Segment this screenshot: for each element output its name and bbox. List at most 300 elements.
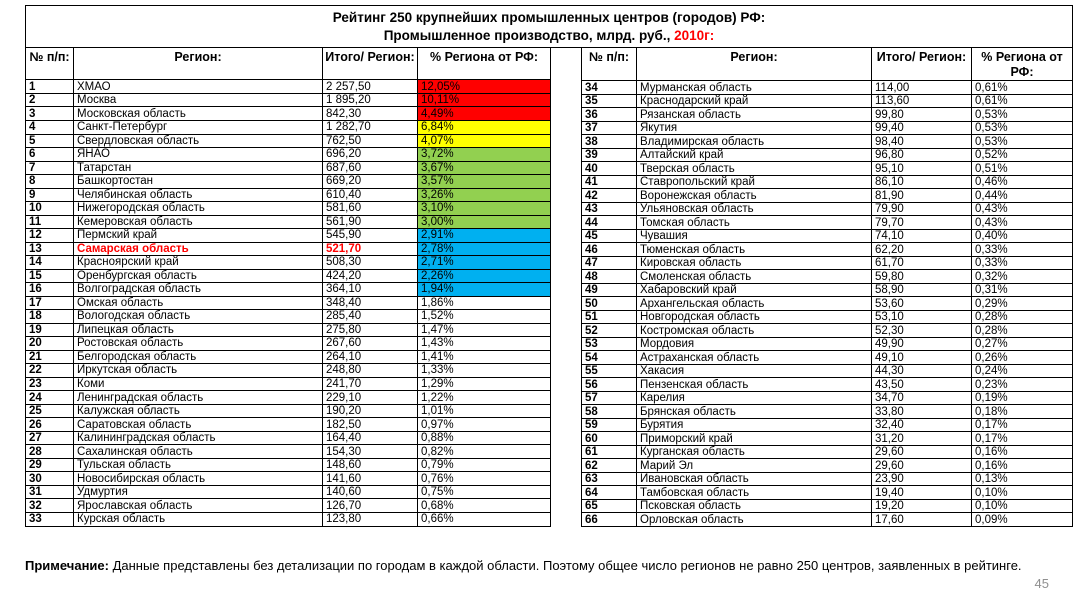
table-title-line1: Рейтинг 250 крупнейших промышленных центров (городов) РФ: — [332, 10, 766, 25]
pct-cell: 0,19% — [972, 391, 1073, 405]
num-cell: 35 — [582, 94, 637, 108]
pct-cell: 0,17% — [972, 418, 1073, 432]
table-title-line2-prefix: Промышленное производство, млрд. руб., — [383, 28, 675, 44]
total-cell: 17,60 — [872, 513, 972, 527]
total-cell: 98,40 — [872, 135, 972, 149]
table-row — [582, 256, 1073, 270]
pct-cell: 2,26% — [418, 269, 551, 283]
pct-cell: 1,22% — [418, 391, 551, 405]
num-cell: 34 — [582, 81, 637, 95]
total-cell: 43,50 — [872, 378, 972, 392]
pct-cell: 0,31% — [972, 283, 1073, 297]
table-row — [582, 216, 1073, 230]
table-row — [26, 148, 551, 162]
num-cell: 54 — [582, 351, 637, 365]
num-cell: 46 — [582, 243, 637, 257]
table-row — [582, 337, 1073, 351]
total-cell: 164,40 — [323, 431, 418, 445]
total-cell: 52,30 — [872, 324, 972, 338]
table-row — [582, 351, 1073, 365]
pct-cell: 0,10% — [972, 486, 1073, 500]
num-cell: 40 — [582, 162, 637, 176]
pct-cell: 3,67% — [418, 161, 551, 175]
total-cell: 58,90 — [872, 283, 972, 297]
total-cell: 508,30 — [323, 256, 418, 270]
table-row — [26, 107, 551, 121]
total-cell: 34,70 — [872, 391, 972, 405]
total-cell: 762,50 — [323, 134, 418, 148]
num-cell: 37 — [582, 121, 637, 135]
pct-cell: 0,16% — [972, 459, 1073, 473]
table-row — [582, 378, 1073, 392]
num-cell: 2 — [26, 93, 74, 107]
pct-cell: 0,75% — [418, 485, 551, 499]
footnote — [25, 558, 1065, 575]
pct-cell: 2,78% — [418, 242, 551, 256]
pct-cell: 1,47% — [418, 323, 551, 337]
total-cell: 521,70 — [323, 242, 418, 256]
region-cell: Курская область — [74, 512, 323, 526]
num-cell: 13 — [26, 242, 74, 256]
num-cell: 27 — [26, 431, 74, 445]
total-cell: 285,40 — [323, 310, 418, 324]
right-table-header-row — [582, 48, 1073, 81]
total-cell: 96,80 — [872, 148, 972, 162]
total-cell: 154,30 — [323, 445, 418, 459]
num-cell: 38 — [582, 135, 637, 149]
region-cell: Алтайский край — [637, 148, 872, 162]
pct-cell: 0,13% — [972, 472, 1073, 486]
pct-cell: 0,16% — [972, 445, 1073, 459]
table-row — [582, 189, 1073, 203]
num-cell: 41 — [582, 175, 637, 189]
pct-cell: 0,53% — [972, 108, 1073, 122]
region-cell: ЯНАО — [74, 148, 323, 162]
num-cell: 63 — [582, 472, 637, 486]
pct-cell: 3,26% — [418, 188, 551, 202]
table-row — [582, 405, 1073, 419]
num-cell: 25 — [26, 404, 74, 418]
region-cell: Тверская область — [637, 162, 872, 176]
region-cell: Краснодарский край — [637, 94, 872, 108]
right-table-body — [582, 81, 1073, 527]
total-cell: 190,20 — [323, 404, 418, 418]
pct-cell: 0,82% — [418, 445, 551, 459]
num-cell: 49 — [582, 283, 637, 297]
table-row — [582, 445, 1073, 459]
num-cell: 4 — [26, 120, 74, 134]
total-cell: 248,80 — [323, 364, 418, 378]
pct-cell: 0,40% — [972, 229, 1073, 243]
table-row — [582, 94, 1073, 108]
num-cell: 45 — [582, 229, 637, 243]
table-row — [26, 188, 551, 202]
num-cell: 42 — [582, 189, 637, 203]
pct-cell: 0,53% — [972, 121, 1073, 135]
num-cell: 32 — [26, 499, 74, 513]
table-row — [582, 229, 1073, 243]
footnote-label: Примечание: — [25, 558, 109, 573]
total-cell: 62,20 — [872, 243, 972, 257]
table-row — [26, 458, 551, 472]
table-row — [26, 134, 551, 148]
region-cell: Ростовская область — [74, 337, 323, 351]
region-cell: Калининградская область — [74, 431, 323, 445]
table-row — [26, 269, 551, 283]
num-cell: 9 — [26, 188, 74, 202]
table-row — [26, 431, 551, 445]
total-cell: 19,20 — [872, 499, 972, 513]
total-cell: 33,80 — [872, 405, 972, 419]
total-cell: 99,80 — [872, 108, 972, 122]
num-cell: 23 — [26, 377, 74, 391]
region-cell: Мордовия — [637, 337, 872, 351]
num-cell: 31 — [26, 485, 74, 499]
region-cell: Томская область — [637, 216, 872, 230]
region-cell: Ярославская область — [74, 499, 323, 513]
pct-cell: 4,07% — [418, 134, 551, 148]
num-cell: 48 — [582, 270, 637, 284]
num-cell: 3 — [26, 107, 74, 121]
num-cell: 36 — [582, 108, 637, 122]
region-cell: Новосибирская область — [74, 472, 323, 486]
num-cell: 17 — [26, 296, 74, 310]
total-cell: 545,90 — [323, 229, 418, 243]
region-cell: ХМАО — [74, 80, 323, 94]
pct-cell: 0,10% — [972, 499, 1073, 513]
num-cell: 56 — [582, 378, 637, 392]
region-cell: Карелия — [637, 391, 872, 405]
region-cell: Тюменская область — [637, 243, 872, 257]
pct-cell: 0,76% — [418, 472, 551, 486]
pct-cell: 0,43% — [972, 202, 1073, 216]
total-cell: 49,90 — [872, 337, 972, 351]
total-cell: 561,90 — [323, 215, 418, 229]
table-row — [26, 202, 551, 216]
total-cell: 687,60 — [323, 161, 418, 175]
pct-cell: 0,66% — [418, 512, 551, 526]
right-header-pct: % Региона от РФ: — [972, 48, 1073, 81]
region-cell: Челябинская область — [74, 188, 323, 202]
region-cell: Самарская область — [74, 242, 323, 256]
pct-cell: 0,26% — [972, 351, 1073, 365]
num-cell: 33 — [26, 512, 74, 526]
table-row — [26, 283, 551, 297]
pct-cell: 3,00% — [418, 215, 551, 229]
total-cell: 1 282,70 — [323, 120, 418, 134]
num-cell: 50 — [582, 297, 637, 311]
pct-cell: 0,33% — [972, 256, 1073, 270]
table-title-line2 — [26, 27, 1072, 45]
num-cell: 59 — [582, 418, 637, 432]
pct-cell: 0,28% — [972, 310, 1073, 324]
num-cell: 51 — [582, 310, 637, 324]
pct-cell: 0,27% — [972, 337, 1073, 351]
region-cell: Костромская область — [637, 324, 872, 338]
num-cell: 22 — [26, 364, 74, 378]
region-cell: Астраханская область — [637, 351, 872, 365]
table-row — [26, 161, 551, 175]
num-cell: 14 — [26, 256, 74, 270]
table-row — [582, 270, 1073, 284]
pct-cell: 0,28% — [972, 324, 1073, 338]
table-row — [26, 364, 551, 378]
region-cell: Архангельская область — [637, 297, 872, 311]
table-row — [582, 148, 1073, 162]
tables-row — [25, 47, 1073, 527]
total-cell: 81,90 — [872, 189, 972, 203]
table-row — [582, 81, 1073, 95]
region-cell: Ульяновская область — [637, 202, 872, 216]
table-row — [582, 486, 1073, 500]
pct-cell: 0,79% — [418, 458, 551, 472]
total-cell: 123,80 — [323, 512, 418, 526]
table-row — [26, 418, 551, 432]
total-cell: 126,70 — [323, 499, 418, 513]
table-row — [26, 391, 551, 405]
region-cell: Оренбургская область — [74, 269, 323, 283]
region-cell: Мурманская область — [637, 81, 872, 95]
pct-cell: 12,05% — [418, 80, 551, 94]
total-cell: 31,20 — [872, 432, 972, 446]
total-cell: 148,60 — [323, 458, 418, 472]
table-row — [582, 472, 1073, 486]
table-row — [582, 324, 1073, 338]
pct-cell: 0,32% — [972, 270, 1073, 284]
table-row — [582, 297, 1073, 311]
pct-cell: 0,53% — [972, 135, 1073, 149]
pct-cell: 1,43% — [418, 337, 551, 351]
total-cell: 364,10 — [323, 283, 418, 297]
num-cell: 11 — [26, 215, 74, 229]
num-cell: 55 — [582, 364, 637, 378]
pct-cell: 1,94% — [418, 283, 551, 297]
total-cell: 2 257,50 — [323, 80, 418, 94]
num-cell: 5 — [26, 134, 74, 148]
pct-cell: 0,09% — [972, 513, 1073, 527]
num-cell: 30 — [26, 472, 74, 486]
region-cell: Удмуртия — [74, 485, 323, 499]
total-cell: 842,30 — [323, 107, 418, 121]
pct-cell: 1,52% — [418, 310, 551, 324]
pct-cell: 0,18% — [972, 405, 1073, 419]
pct-cell: 1,41% — [418, 350, 551, 364]
num-cell: 44 — [582, 216, 637, 230]
num-cell: 28 — [26, 445, 74, 459]
total-cell: 95,10 — [872, 162, 972, 176]
num-cell: 47 — [582, 256, 637, 270]
right-header-num: № п/п: — [582, 48, 637, 81]
region-cell: Чувашия — [637, 229, 872, 243]
total-cell: 19,40 — [872, 486, 972, 500]
table-row — [26, 512, 551, 526]
pct-cell: 6,84% — [418, 120, 551, 134]
total-cell: 74,10 — [872, 229, 972, 243]
region-cell: Коми — [74, 377, 323, 391]
region-cell: Рязанская область — [637, 108, 872, 122]
total-cell: 229,10 — [323, 391, 418, 405]
region-cell: Новгородская область — [637, 310, 872, 324]
pct-cell: 0,17% — [972, 432, 1073, 446]
region-cell: Хакасия — [637, 364, 872, 378]
region-cell: Саратовская область — [74, 418, 323, 432]
table-title-year: 2010г: — [674, 28, 715, 44]
pct-cell: 3,57% — [418, 175, 551, 189]
total-cell: 29,60 — [872, 445, 972, 459]
left-header-total: Итого/ Регион: — [323, 48, 418, 80]
pct-cell: 2,71% — [418, 256, 551, 270]
pct-cell: 0,24% — [972, 364, 1073, 378]
table-row — [26, 404, 551, 418]
num-cell: 21 — [26, 350, 74, 364]
region-cell: Санкт-Петербург — [74, 120, 323, 134]
total-cell: 29,60 — [872, 459, 972, 473]
table-row — [582, 418, 1073, 432]
left-table-header-row — [26, 48, 551, 80]
table-row — [582, 513, 1073, 527]
num-cell: 7 — [26, 161, 74, 175]
left-table-body — [26, 80, 551, 527]
total-cell: 32,40 — [872, 418, 972, 432]
region-cell: Свердловская область — [74, 134, 323, 148]
total-cell: 267,60 — [323, 337, 418, 351]
pct-cell: 0,44% — [972, 189, 1073, 203]
region-cell: Белгородская область — [74, 350, 323, 364]
total-cell: 581,60 — [323, 202, 418, 216]
table-row — [26, 80, 551, 94]
region-cell: Красноярский край — [74, 256, 323, 270]
total-cell: 264,10 — [323, 350, 418, 364]
total-cell: 348,40 — [323, 296, 418, 310]
total-cell: 696,20 — [323, 148, 418, 162]
num-cell: 61 — [582, 445, 637, 459]
region-cell: Орловская область — [637, 513, 872, 527]
total-cell: 141,60 — [323, 472, 418, 486]
num-cell: 58 — [582, 405, 637, 419]
table-row — [582, 499, 1073, 513]
region-cell: Иркутская область — [74, 364, 323, 378]
num-cell: 19 — [26, 323, 74, 337]
table-row — [26, 310, 551, 324]
total-cell: 1 895,20 — [323, 93, 418, 107]
table-row — [582, 459, 1073, 473]
num-cell: 29 — [26, 458, 74, 472]
region-cell: Московская область — [74, 107, 323, 121]
pct-cell: 10,11% — [418, 93, 551, 107]
pct-cell: 1,86% — [418, 296, 551, 310]
total-cell: 79,90 — [872, 202, 972, 216]
right-header-total: Итого/ Регион: — [872, 48, 972, 81]
total-cell: 53,60 — [872, 297, 972, 311]
num-cell: 60 — [582, 432, 637, 446]
table-row — [582, 121, 1073, 135]
num-cell: 18 — [26, 310, 74, 324]
pct-cell: 1,01% — [418, 404, 551, 418]
table-row — [582, 432, 1073, 446]
num-cell: 43 — [582, 202, 637, 216]
table-row — [26, 377, 551, 391]
table-title — [25, 5, 1073, 48]
region-cell: Хабаровский край — [637, 283, 872, 297]
table-row — [26, 337, 551, 351]
table-row — [26, 296, 551, 310]
total-cell: 113,60 — [872, 94, 972, 108]
table-row — [26, 485, 551, 499]
left-table — [25, 47, 551, 527]
pct-cell: 0,52% — [972, 148, 1073, 162]
table-row — [26, 472, 551, 486]
num-cell: 53 — [582, 337, 637, 351]
num-cell: 24 — [26, 391, 74, 405]
left-header-region: Регион: — [74, 48, 323, 80]
pct-cell: 0,43% — [972, 216, 1073, 230]
region-cell: Сахалинская область — [74, 445, 323, 459]
total-cell: 424,20 — [323, 269, 418, 283]
num-cell: 62 — [582, 459, 637, 473]
region-cell: Владимирская область — [637, 135, 872, 149]
region-cell: Тульская область — [74, 458, 323, 472]
pct-cell: 0,46% — [972, 175, 1073, 189]
pct-cell: 3,72% — [418, 148, 551, 162]
pct-cell: 0,61% — [972, 94, 1073, 108]
right-header-region: Регион: — [637, 48, 872, 81]
num-cell: 66 — [582, 513, 637, 527]
right-table — [581, 47, 1073, 527]
region-cell: Нижегородская область — [74, 202, 323, 216]
table-row — [26, 350, 551, 364]
num-cell: 64 — [582, 486, 637, 500]
num-cell: 52 — [582, 324, 637, 338]
pct-cell: 0,88% — [418, 431, 551, 445]
region-cell: Марий Эл — [637, 459, 872, 473]
total-cell: 114,00 — [872, 81, 972, 95]
total-cell: 275,80 — [323, 323, 418, 337]
pct-cell: 0,23% — [972, 378, 1073, 392]
num-cell: 57 — [582, 391, 637, 405]
table-row — [582, 283, 1073, 297]
table-row — [582, 162, 1073, 176]
region-cell: Пермский край — [74, 229, 323, 243]
region-cell: Калужская область — [74, 404, 323, 418]
pct-cell: 0,33% — [972, 243, 1073, 257]
page-number: 45 — [1034, 576, 1049, 591]
region-cell: Воронежская область — [637, 189, 872, 203]
pct-cell: 3,10% — [418, 202, 551, 216]
total-cell: 53,10 — [872, 310, 972, 324]
table-row — [582, 391, 1073, 405]
table-row — [582, 364, 1073, 378]
table-row — [26, 229, 551, 243]
table-row — [582, 135, 1073, 149]
total-cell: 61,70 — [872, 256, 972, 270]
pct-cell: 4,49% — [418, 107, 551, 121]
num-cell: 15 — [26, 269, 74, 283]
region-cell: Пензенская область — [637, 378, 872, 392]
region-cell: Смоленская область — [637, 270, 872, 284]
table-row — [582, 175, 1073, 189]
num-cell: 8 — [26, 175, 74, 189]
total-cell: 86,10 — [872, 175, 972, 189]
ranking-table-block — [25, 5, 1073, 527]
region-cell: Псковская область — [637, 499, 872, 513]
region-cell: Башкортостан — [74, 175, 323, 189]
total-cell: 49,10 — [872, 351, 972, 365]
total-cell: 99,40 — [872, 121, 972, 135]
pct-cell: 0,68% — [418, 499, 551, 513]
region-cell: Бурятия — [637, 418, 872, 432]
num-cell: 26 — [26, 418, 74, 432]
table-row — [26, 175, 551, 189]
